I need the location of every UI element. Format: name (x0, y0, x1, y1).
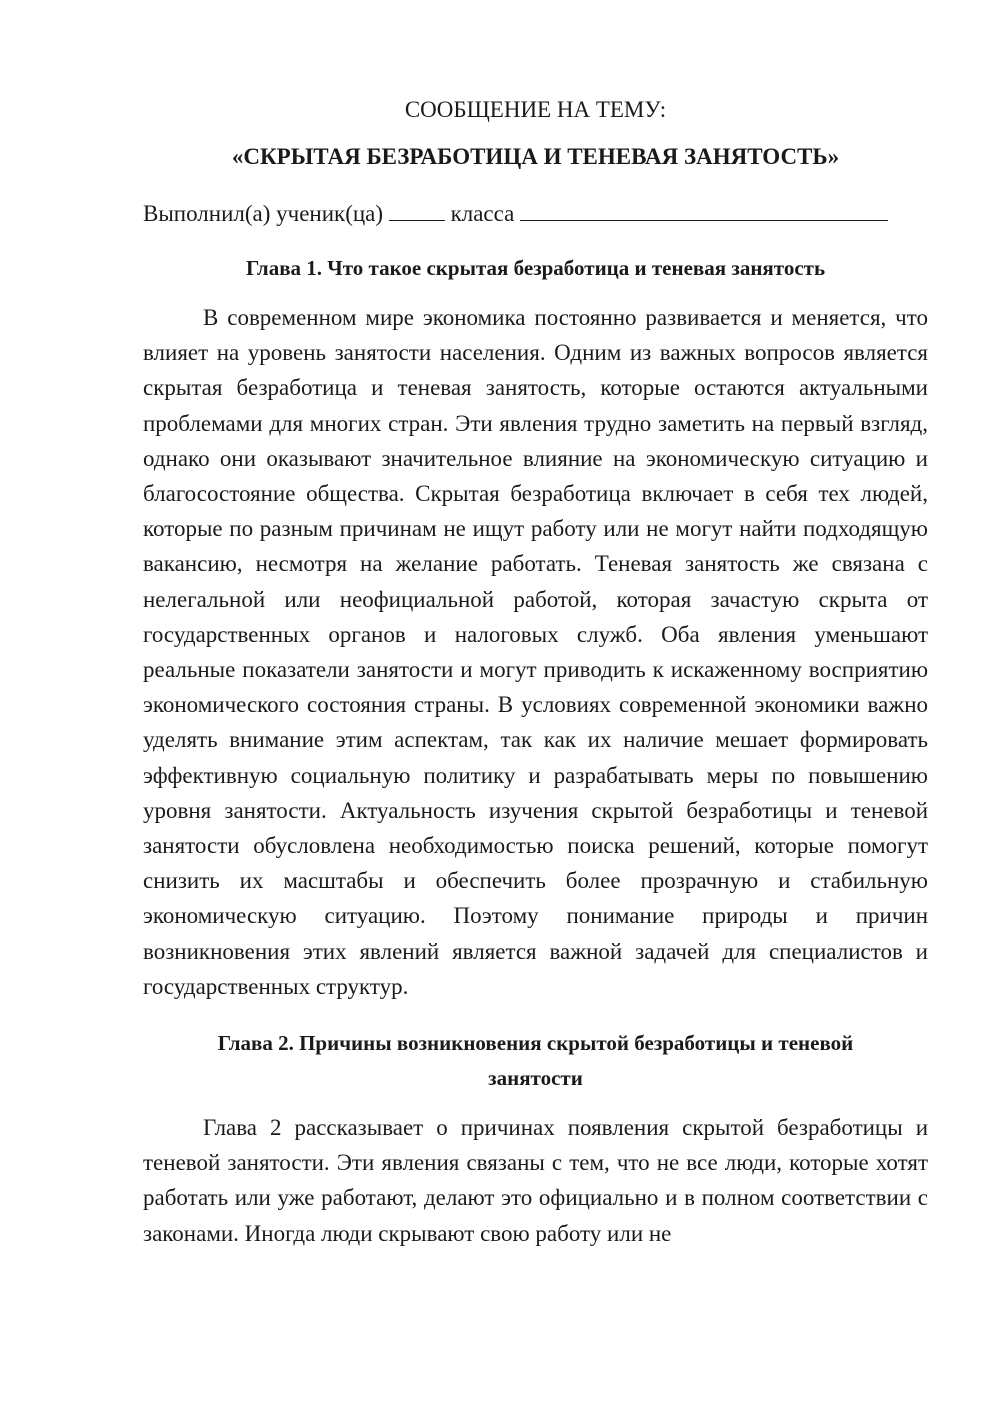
chapter2-heading-line1: Глава 2. Причины возникновения скрытой безработицы и теневой (217, 1031, 854, 1056)
chapter2-heading-line2: занятости (488, 1066, 583, 1091)
class-number-blank (389, 198, 445, 221)
author-name-blank (520, 198, 888, 221)
chapter1-paragraph: В современном мире экономика постоянно развивается и меняется, что влияет на уровень занятости населения. Одним из важных вопросов является скрытая безработица и теневая занятость, которые остаются актуальными проблемами для многих стран. Эти явления трудно заметить на первый взгляд, однако они оказывают значительное влияние на экономическую ситуацию и благосостояние общества. Скрытая безработица включает в себя тех людей, которые по разным причинам не ищут работу или не могут найти подходящую вакансию, несмотря на желание работать. Теневая занятость же связана с нелегальной или неофициальной работой, которая зачастую скрыта от государственных органов и налоговых служб. Оба явления уменьшают реальные показатели занятости и могут приводить к искаженному восприятию экономического состояния страны. В условиях современной экономики важно уделять внимание этим аспектам, так как их наличие мешает формировать эффективную социальную политику и разрабатывать меры по повышению уровня занятости. Актуальность изучения скрытой безработицы и теневой занятости обусловлена необходимостью поиска решений, которые помогут снизить их масштабы и обеспечить более прозрачную и стабильную экономическую ситуацию. Поэтому понимание природы и причин возникновения этих явлений является важной задачей для специалистов и государственных структур. (143, 305, 928, 999)
document-page (143, 92, 928, 1251)
chapter1-heading: Глава 1. Что такое скрытая безработица и теневая занятость (245, 256, 826, 280)
author-prefix: Выполнил(а) ученик(ца) (143, 201, 384, 226)
author-class-word: класса (450, 201, 515, 226)
document-title-line1: СООБЩЕНИЕ НА ТЕМУ: (404, 97, 667, 122)
author-line (143, 196, 928, 231)
chapter2-paragraph: Глава 2 рассказывает о причинах появления скрытой безработицы и теневой занятости. Эти явления связаны с тем, что не все люди, которые хотят работать или уже работают, делают это официально и в полном соответствии с законами. Иногда люди скрывают свою работу или не (143, 1115, 928, 1246)
document-title-topic: «СКРЫТАЯ БЕЗРАБОТИЦА И ТЕНЕВАЯ ЗАНЯТОСТЬ» (231, 144, 840, 169)
